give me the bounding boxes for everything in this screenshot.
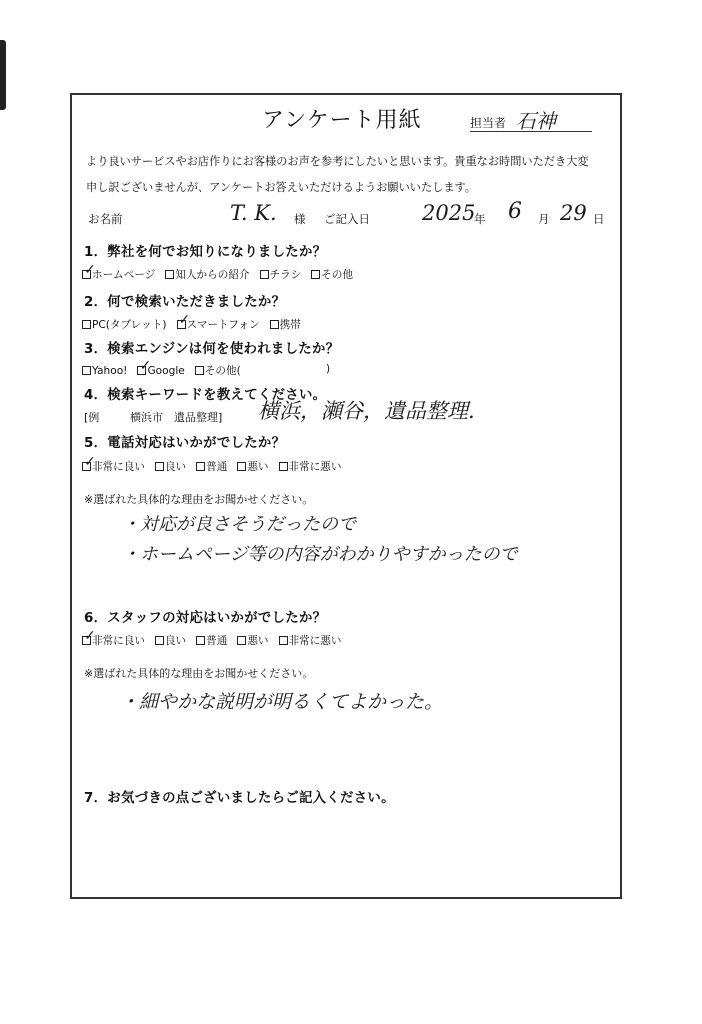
day-label: 日 (593, 212, 605, 226)
q3-option[interactable] (137, 358, 185, 378)
q1-title: 1．弊社を何でお知りになりましたか？ (84, 245, 327, 260)
q6-option-label: 悪い (247, 635, 269, 647)
checkbox-icon[interactable] (155, 462, 164, 471)
staff-underline (470, 131, 592, 132)
q1-option[interactable] (260, 267, 302, 282)
q2-option[interactable] (82, 317, 167, 332)
q6-option[interactable] (155, 633, 186, 648)
q1-option-label: ホームページ (92, 269, 156, 281)
q6-option-label: 普通 (206, 635, 228, 647)
q1-option-label: その他 (321, 269, 354, 281)
staff-name: 石神 (516, 109, 556, 133)
q6-option[interactable] (279, 633, 342, 648)
checkbox-icon[interactable] (260, 270, 269, 279)
q1-option-label: 知人からの紹介 (175, 269, 250, 281)
q1-option[interactable] (165, 267, 249, 282)
month-value[interactable]: 6 (508, 199, 522, 224)
q6-title: 6．スタッフの対応はいかがでしたか？ (84, 611, 327, 626)
q2-option-label: PC(タブレット) (92, 319, 167, 331)
staff-label: 担当者 (470, 116, 507, 130)
q3-title: 3．検索エンジンは何を使われましたか？ (84, 342, 340, 357)
q6-option[interactable] (196, 633, 227, 648)
q5-reason-prompt: ※選ばれた具体的な理由をお聞かせください。 (84, 493, 314, 506)
checkmark-icon: ✓ (84, 262, 96, 278)
date-label: ご記入日 (324, 212, 370, 226)
checkbox-icon[interactable] (82, 262, 96, 279)
q5-option[interactable] (237, 459, 268, 474)
q6-option[interactable] (237, 633, 268, 648)
checkmark-icon: ✓ (178, 312, 191, 328)
checkmark-icon: ✓ (84, 454, 96, 470)
survey-sheet (70, 93, 622, 899)
q2-options (82, 312, 311, 332)
checkbox-icon[interactable] (82, 366, 91, 375)
checkbox-icon[interactable] (82, 320, 91, 329)
month-label: 月 (538, 212, 550, 226)
year-label: 年 (474, 212, 486, 226)
intro-line-1: より良いサービスやお店作りにお客様のお声を参考にしたいと思います。貴重なお時間いただき大変 (86, 155, 589, 168)
q5-title: 5．電話対応はいかがでしたか？ (84, 436, 286, 451)
q6-options (82, 628, 352, 648)
q5-options (82, 454, 352, 474)
form-title: アンケート用紙 (262, 108, 422, 133)
q6-reason-line-1[interactable]: ・細やかな説明が明るくてよかった。 (120, 691, 444, 713)
checkbox-icon[interactable] (82, 628, 96, 645)
checkbox-icon[interactable] (196, 462, 205, 471)
q3-option[interactable] (195, 363, 241, 378)
q4-example-prefix: [例 (84, 411, 100, 424)
year-value[interactable]: 2025 (422, 201, 476, 225)
q6-reason-prompt: ※選ばれた具体的な理由をお聞かせください。 (84, 667, 314, 680)
q2-option-label: スマートフォン (186, 319, 260, 331)
q1-option-label: チラシ (269, 269, 302, 281)
q2-option[interactable] (177, 312, 260, 332)
q4-example-words: 横浜市 遺品整理] (130, 411, 223, 424)
name-label: お名前 (88, 212, 123, 226)
checkmark-icon: ✓ (84, 628, 96, 644)
q4-answer[interactable]: 横浜，瀬谷，遺品整理. (258, 399, 475, 423)
q3-option[interactable] (82, 363, 127, 378)
intro-line-2: 申し訳ございませんが、アンケートお答えいただけるようお願いいたします。 (86, 181, 476, 194)
checkbox-icon[interactable] (279, 462, 288, 471)
name-value[interactable]: T. K. (230, 201, 277, 225)
q5-reason-line-2[interactable]: ・ホームページ等の内容がわかりやすかったので (122, 544, 518, 565)
q6-option-label: 良い (164, 635, 187, 647)
q3-option-label: その他( (204, 365, 241, 377)
q5-option-label: 非常に悪い (288, 461, 342, 473)
q5-reason-line-1[interactable]: ・対応が良さそうだったので (122, 514, 356, 535)
honorific: 様 (294, 212, 306, 226)
q5-option-label: 悪い (247, 461, 269, 473)
checkbox-icon[interactable] (196, 636, 205, 645)
q5-option-label: 普通 (206, 461, 228, 473)
checkbox-icon[interactable] (165, 270, 174, 279)
checkbox-icon[interactable] (155, 636, 164, 645)
q5-option[interactable] (279, 459, 342, 474)
checkbox-icon[interactable] (311, 270, 320, 279)
checkbox-icon[interactable] (177, 312, 191, 329)
checkbox-icon[interactable] (237, 636, 246, 645)
q5-option-label: 非常に良い (92, 461, 145, 473)
q6-option-label: 非常に良い (92, 635, 145, 647)
q6-option[interactable] (82, 628, 145, 648)
q2-title: 2．何で検索いただきましたか？ (84, 295, 286, 310)
q3-close-paren: ) (326, 363, 331, 375)
checkbox-icon[interactable] (195, 366, 204, 375)
q1-option[interactable] (311, 267, 353, 282)
checkbox-icon[interactable] (82, 454, 96, 471)
q2-option-label: 携帯 (279, 319, 301, 331)
q3-option-label: Yahoo! (92, 364, 128, 377)
q5-option[interactable] (155, 459, 186, 474)
checkbox-icon[interactable] (237, 462, 246, 471)
q5-option[interactable] (82, 454, 145, 474)
q3-options (82, 358, 251, 378)
checkbox-icon[interactable] (279, 636, 288, 645)
day-value[interactable]: 29 (560, 201, 587, 225)
q3-option-label: Google (147, 364, 185, 377)
q4-title: 4．検索キーワードを教えてください。 (84, 388, 327, 403)
checkbox-icon[interactable] (137, 358, 152, 375)
q5-option[interactable] (196, 459, 227, 474)
checkmark-icon: ✓ (139, 358, 152, 374)
q1-option[interactable] (82, 262, 156, 282)
scan-edge-mark (0, 40, 6, 110)
q7-title: 7．お気づきの点ございましたらご記入ください。 (84, 791, 395, 806)
q1-options (82, 262, 363, 282)
q6-option-label: 非常に悪い (288, 635, 342, 647)
checkbox-icon[interactable] (270, 320, 279, 329)
q2-option[interactable] (270, 317, 301, 332)
q5-option-label: 良い (164, 461, 187, 473)
